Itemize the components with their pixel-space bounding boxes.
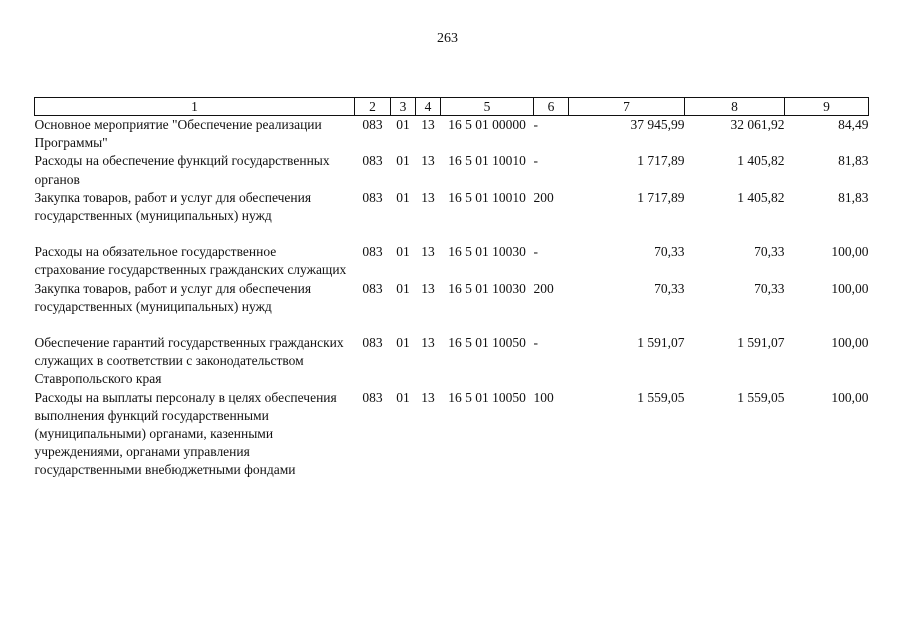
row-col-9: 100,00 [831,335,869,351]
row-col-3: 01 [396,280,410,296]
row-col-9: 100,00 [831,244,869,260]
row-col-2: 083 [362,189,383,205]
row-col-2: 083 [362,153,383,169]
table-row [35,152,869,188]
row-col-7: 1 591,07 [637,335,685,351]
row-col-8: 1 559,05 [737,389,785,405]
row-name: Расходы на выплаты персоналу в целях обеспечения выполнения функций государственными (муниципальными) органами, казенными учреждениями, органами управления государственными внебюджетными фондами [34,389,337,478]
column-header-7: 7 [569,98,685,116]
row-col-7: 37 945,99 [630,117,685,132]
table-row [35,116,869,153]
table-row [35,280,869,316]
column-header-4: 4 [416,98,441,116]
column-header-5: 5 [441,98,534,116]
row-name: Закупка товаров, работ и услуг для обеспечения государственных (муниципальных) нужд [34,189,312,224]
row-col-5: 16 5 01 00000 [448,117,526,132]
table-row [35,243,869,279]
row-col-2: 083 [362,244,383,260]
row-col-4: 13 [421,153,435,169]
row-col-9: 100,00 [831,389,869,405]
row-col-6: 200 [533,189,554,205]
row-col-5: 16 5 01 10010 [448,189,526,205]
row-col-4: 13 [421,244,435,260]
column-header-9: 9 [785,98,869,116]
row-col-5: 16 5 01 10050 [448,389,526,405]
row-col-6: 100 [533,389,554,405]
table-header-row [35,98,869,116]
row-col-3: 01 [396,153,410,169]
row-col-2: 083 [362,389,383,405]
row-spacer [35,225,869,243]
row-name: Расходы на обеспечение функций государственных органов [34,153,330,187]
column-header-2: 2 [355,98,391,116]
row-col-3: 01 [396,117,410,132]
row-col-2: 083 [362,335,383,351]
row-col-6: - [533,335,538,351]
row-col-2: 083 [362,117,383,132]
row-col-5: 16 5 01 10010 [448,153,526,169]
row-name: Основное мероприятие "Обеспечение реализации Программы" [34,117,322,151]
row-col-8: 1 405,82 [737,153,785,169]
row-name: Обеспечение гарантий государственных гражданских служащих в соответствии с законодательством Ставропольского края [34,335,344,387]
row-col-3: 01 [396,389,410,405]
page-number: 263 [437,31,458,46]
row-col-5: 16 5 01 10050 [448,335,526,351]
row-col-5: 16 5 01 10030 [448,280,526,296]
row-col-8: 32 061,92 [730,117,785,132]
row-col-4: 13 [421,189,435,205]
row-col-6: 200 [533,280,554,296]
row-col-6: - [533,153,538,169]
row-col-9: 100,00 [831,280,869,296]
row-col-9: 81,83 [838,153,869,169]
budget-table [34,97,869,480]
row-col-9: 84,49 [838,117,869,132]
column-header-8: 8 [685,98,785,116]
row-col-3: 01 [396,335,410,351]
row-col-9: 81,83 [838,189,869,205]
row-col-4: 13 [421,389,435,405]
column-header-6: 6 [534,98,569,116]
row-col-5: 16 5 01 10030 [448,244,526,260]
row-col-4: 13 [421,117,435,132]
table-row [35,189,869,225]
row-col-2: 083 [362,280,383,296]
row-col-8: 70,33 [754,244,785,260]
row-col-7: 70,33 [654,280,685,296]
row-col-6: - [533,117,538,132]
row-name: Расходы на обязательное государственное страхование государственных гражданских служащих [34,244,347,278]
table-row [35,389,869,480]
row-col-7: 1 559,05 [637,389,685,405]
row-col-8: 1 591,07 [737,335,785,351]
row-col-3: 01 [396,244,410,260]
row-col-3: 01 [396,189,410,205]
row-name: Закупка товаров, работ и услуг для обеспечения государственных (муниципальных) нужд [34,280,312,314]
table-row [35,334,869,389]
row-col-7: 1 717,89 [637,189,685,205]
column-header-1: 1 [35,98,355,116]
row-col-8: 70,33 [754,280,785,296]
row-col-4: 13 [421,335,435,351]
row-col-8: 1 405,82 [737,189,785,205]
row-col-4: 13 [421,280,435,296]
column-header-3: 3 [391,98,416,116]
row-col-6: - [533,244,538,260]
row-col-7: 1 717,89 [637,153,685,169]
row-col-7: 70,33 [654,244,685,260]
row-spacer [35,316,869,334]
